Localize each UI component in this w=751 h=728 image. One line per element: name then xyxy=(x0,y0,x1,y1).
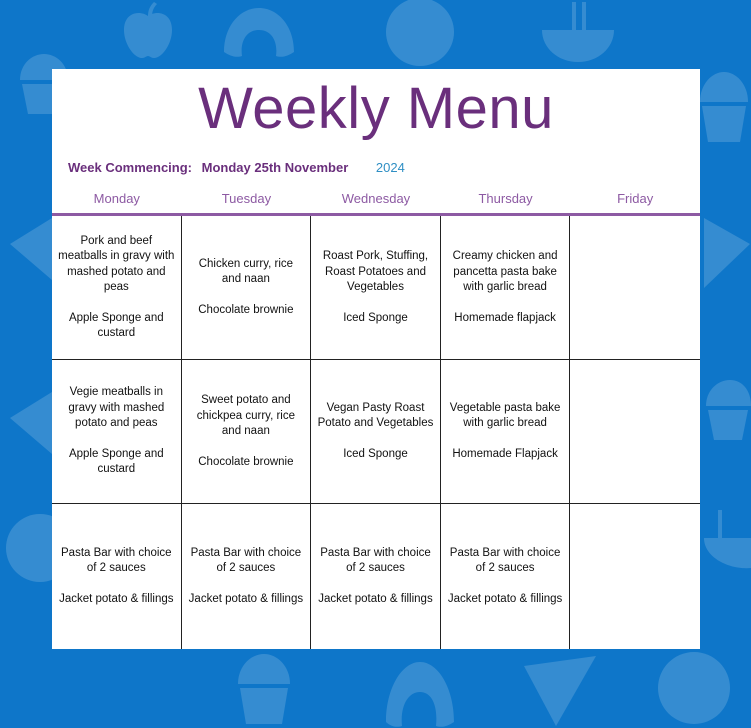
menu-cell-empty xyxy=(570,360,700,504)
dessert: Iced Sponge xyxy=(343,447,408,460)
cupcake-icon xyxy=(694,66,750,146)
menu-cell-empty xyxy=(570,216,700,360)
menu-cell-empty xyxy=(570,504,700,649)
week-date: Monday 25th November xyxy=(201,160,349,175)
main-dish: Pasta Bar with choice of 2 sauces xyxy=(449,546,561,575)
page-title: Weekly Menu xyxy=(198,76,554,141)
menu-cell xyxy=(441,216,571,360)
menu-cell xyxy=(182,360,312,504)
menu-cell xyxy=(182,216,312,360)
menu-grid xyxy=(52,216,700,649)
main-dish: Vegan Pasty Roast Potato and Vegetables xyxy=(317,401,434,430)
menu-cell xyxy=(52,360,182,504)
main-dish: Sweet potato and chickpea curry, rice and naan xyxy=(196,394,295,437)
dessert: Iced Sponge xyxy=(343,311,408,324)
dessert: Apple Sponge and custard xyxy=(68,311,164,339)
main-dish: Pasta Bar with choice of 2 sauces xyxy=(190,546,302,575)
menu-sheet xyxy=(52,69,700,649)
menu-cell xyxy=(311,216,441,360)
week-commencing-label: Week Commencing: xyxy=(68,160,193,175)
main-dish: Vegie meatballs in gravy with mashed potato and peas xyxy=(68,386,165,430)
croissant-icon xyxy=(380,652,460,728)
dessert: Jacket potato & fillings xyxy=(447,592,563,605)
dessert: Chocolate brownie xyxy=(198,303,294,316)
menu-cell xyxy=(311,504,441,649)
main-dish: Chicken curry, rice and naan xyxy=(198,257,294,286)
day-header-monday: Monday xyxy=(93,191,140,206)
dessert: Homemade Flapjack xyxy=(452,447,558,460)
day-header-row xyxy=(52,191,700,211)
noodle-bowl-icon xyxy=(700,508,751,572)
menu-cell xyxy=(441,360,571,504)
menu-cell xyxy=(441,504,571,649)
orange-slice-icon xyxy=(654,648,734,728)
main-dish: Creamy chicken and pancetta pasta bake with garlic bread xyxy=(452,250,558,293)
main-dish: Roast Pork, Stuffing, Roast Potatoes and Vegetables xyxy=(322,250,429,293)
main-dish: Pork and beef meatballs in gravy with mashed potato and peas xyxy=(58,234,175,293)
menu-cell xyxy=(52,216,182,360)
pizza-slice-icon xyxy=(6,386,54,458)
pizza-slice-icon xyxy=(520,652,600,728)
week-year: 2024 xyxy=(375,160,405,175)
pizza-slice-icon xyxy=(6,214,54,284)
day-header-tuesday: Tuesday xyxy=(221,191,272,206)
day-header-wednesday: Wednesday xyxy=(341,191,411,206)
cupcake-icon xyxy=(232,650,296,728)
apple-icon xyxy=(118,0,178,60)
main-dish: Pasta Bar with choice of 2 sauces xyxy=(61,546,172,575)
main-dish: Pasta Bar with choice of 2 sauces xyxy=(320,546,431,575)
week-commencing-row xyxy=(68,160,405,175)
day-header-thursday: Thursday xyxy=(478,191,533,206)
menu-cell xyxy=(52,504,182,649)
day-header-friday: Friday xyxy=(617,191,654,206)
menu-cell xyxy=(182,504,312,649)
dessert: Jacket potato & fillings xyxy=(59,592,174,605)
main-dish: Vegetable pasta bake with garlic bread xyxy=(449,401,561,430)
dessert: Chocolate brownie xyxy=(198,455,294,468)
orange-slice-icon xyxy=(382,0,458,70)
dessert: Jacket potato & fillings xyxy=(188,592,304,605)
orange-slice-icon xyxy=(4,508,54,588)
pizza-slice-icon xyxy=(700,214,751,294)
noodle-bowl-icon xyxy=(538,0,618,64)
dessert: Homemade flapjack xyxy=(454,311,556,324)
menu-cell xyxy=(311,360,441,504)
croissant-icon xyxy=(218,2,300,64)
cupcake-icon xyxy=(700,376,751,446)
dessert: Jacket potato & fillings xyxy=(318,592,433,605)
dessert: Apple Sponge and custard xyxy=(68,447,164,476)
